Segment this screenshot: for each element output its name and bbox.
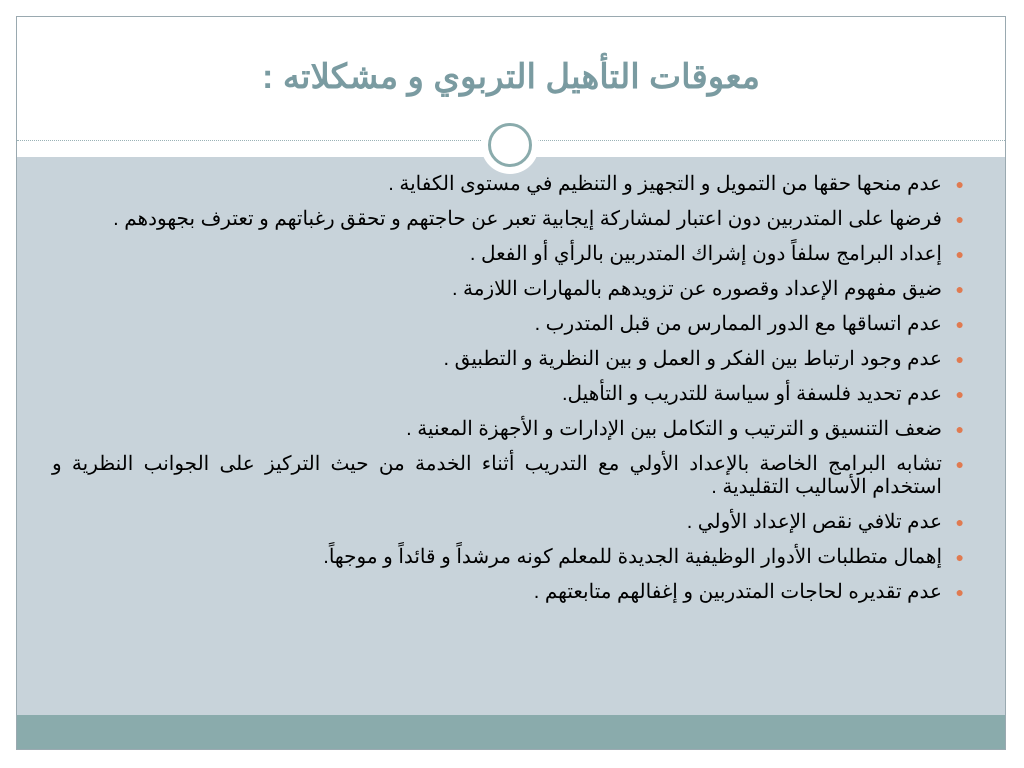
bullet-icon: ● <box>955 584 964 600</box>
bullet-icon: ● <box>955 514 964 530</box>
list-item <box>52 418 964 441</box>
slide-title: معوقات التأهيل التربوي و مشكلاته : <box>262 58 760 96</box>
list-item-text: عدم وجود ارتباط بين الفكر و العمل و بين النظرية و التطبيق . <box>443 348 942 370</box>
list-item <box>52 348 964 371</box>
list-item <box>52 313 964 336</box>
bullet-icon: ● <box>955 421 964 437</box>
list-item-text: ضيق مفهوم الإعداد وقصوره عن تزويدهم بالمهارات اللازمة . <box>451 278 942 300</box>
bullet-list <box>52 173 964 616</box>
bullet-icon: ● <box>955 211 964 227</box>
list-item <box>52 243 964 266</box>
list-item-text: عدم تلافي نقص الإعداد الأولي . <box>686 511 942 533</box>
list-item-text: عدم تحديد فلسفة أو سياسة للتدريب و التأهيل. <box>561 383 942 405</box>
bullet-icon: ● <box>955 176 964 192</box>
list-item <box>52 453 964 499</box>
bullet-icon: ● <box>955 281 964 297</box>
bullet-icon: ● <box>955 386 964 402</box>
list-item-text: ضعف التنسيق و الترتيب و التكامل بين الإدارات و الأجهزة المعنية . <box>406 418 942 440</box>
footer-band <box>17 715 1005 749</box>
list-item <box>52 511 964 534</box>
list-item <box>52 208 964 231</box>
bullet-icon: ● <box>955 351 964 367</box>
list-item <box>52 173 964 196</box>
list-item-text: إعداد البرامج سلفاً دون إشراك المتدربين بالرأي أو الفعل . <box>469 243 942 265</box>
list-item-text: عدم تقديره لحاجات المتدربين و إغفالهم متابعتهم . <box>533 581 942 603</box>
list-item-text: تشابه البرامج الخاصة بالإعداد الأولي مع التدريب أثناء الخدمة من حيث التركيز على الجوانب النظرية و استخدام الأساليب التقليدية . <box>52 453 942 498</box>
divider-circle-icon <box>488 123 532 167</box>
bullet-icon: ● <box>955 456 964 472</box>
list-item-text: إهمال متطلبات الأدوار الوظيفية الجديدة للمعلم كونه مرشداً و قائداً و موجهاً. <box>323 546 942 568</box>
list-item <box>52 546 964 569</box>
list-item-text: فرضها على المتدربين دون اعتبار لمشاركة إيجابية تعبر عن حاجتهم و تحقق رغباتهم و تعترف بجهودهم . <box>113 208 942 230</box>
list-item-text: عدم منحها حقها من التمويل و التجهيز و التنظيم في مستوى الكفاية . <box>388 173 942 195</box>
bullet-icon: ● <box>955 549 964 565</box>
bullet-icon: ● <box>955 246 964 262</box>
list-item <box>52 278 964 301</box>
list-item-text: عدم اتساقها مع الدور الممارس من قبل المتدرب . <box>534 313 942 335</box>
bullet-icon: ● <box>955 316 964 332</box>
list-item <box>52 581 964 604</box>
list-item <box>52 383 964 406</box>
